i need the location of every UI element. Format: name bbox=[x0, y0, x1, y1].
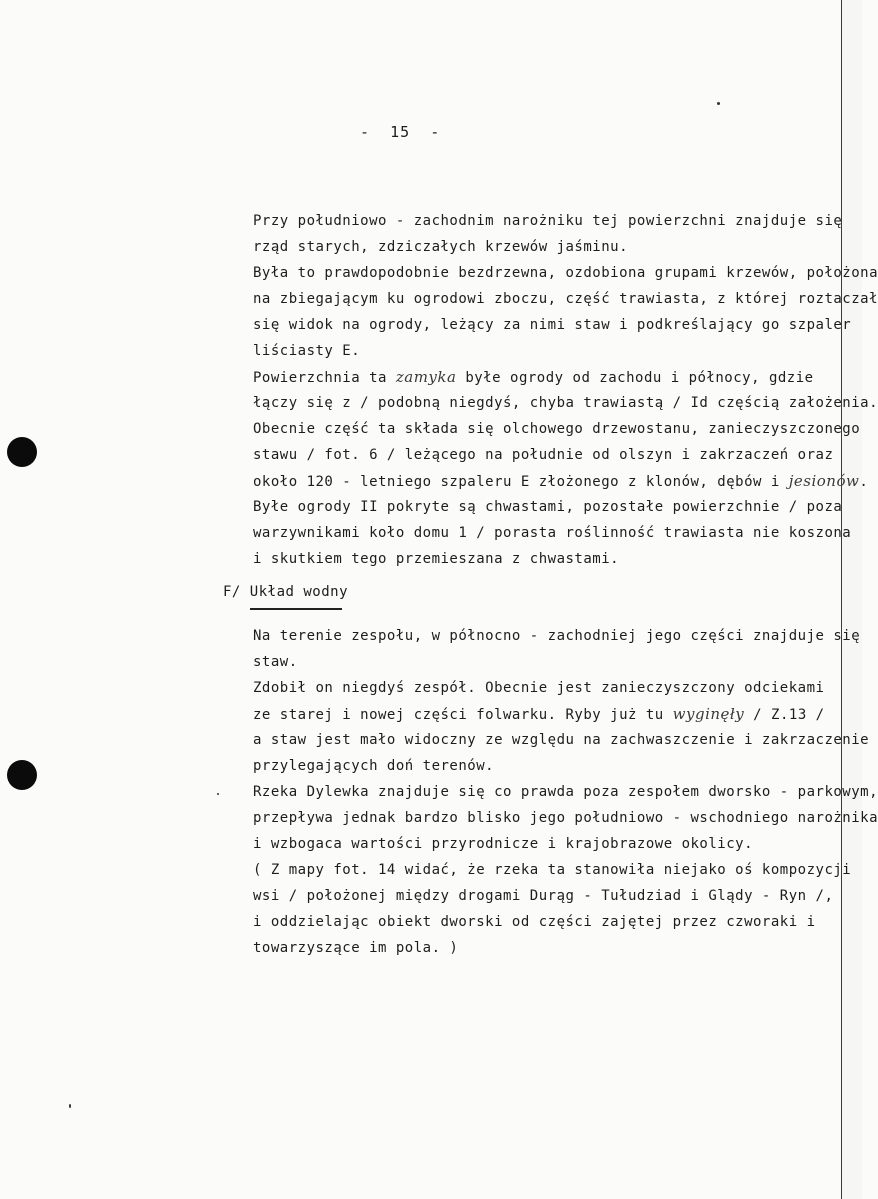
text-line bbox=[253, 627, 860, 645]
text-line bbox=[253, 757, 494, 775]
handwritten-correction: zamyka bbox=[395, 368, 457, 386]
line-text: warzywnikami koło domu 1 / porasta roślinność trawiasta nie koszona bbox=[253, 525, 852, 541]
line-text: / Z.13 / bbox=[744, 707, 825, 723]
text-line bbox=[253, 835, 753, 853]
text-line bbox=[253, 705, 825, 724]
line-text: się widok na ogrody, leżący za nimi staw i podkreślający go szpaler bbox=[253, 317, 852, 333]
line-text: przylegających doń terenów. bbox=[253, 758, 495, 774]
line-text: łączy się z / podobną niegdyś, chyba trawiastą / Id częścią założenia. bbox=[253, 395, 878, 411]
line-text: i skutkiem tego przemieszana z chwastami. bbox=[253, 551, 620, 567]
line-text: Była to prawdopodobnie bezdrzewna, ozdobiona grupami krzewów, położona bbox=[253, 265, 878, 281]
line-text: a staw jest mało widoczny ze względu na zachwaszczenie i zakrzaczenie bbox=[253, 732, 870, 748]
line-text: Przy południowo - zachodnim narożniku tej powierzchni znajduje się bbox=[253, 213, 843, 229]
line-text: staw. bbox=[253, 654, 298, 670]
line-text: i wzbogaca wartości przyrodnicze i krajobrazowe okolicy. bbox=[253, 836, 754, 852]
line-text: ( Z mapy fot. 14 widać, że rzeka ta stanowiła niejako oś kompozycji bbox=[253, 862, 852, 878]
line-text: Obecnie część ta składa się olchowego drzewostanu, zanieczyszczonego bbox=[253, 421, 861, 437]
text-line bbox=[253, 316, 851, 334]
line-text: około 120 - letniego szpaleru E złożonego z klonów, dębów i bbox=[253, 474, 789, 490]
line-text: wsi / położonej między drogami Durąg - Tułudziad i Glądy - Ryn /, bbox=[253, 888, 834, 904]
text-line bbox=[253, 498, 842, 516]
line-text: liściasty E. bbox=[253, 343, 361, 359]
line-text: na zbiegającym ku ogrodowi zboczu, część trawiasta, z której roztaczał bbox=[253, 291, 878, 307]
punch-hole-top bbox=[7, 437, 37, 467]
text-line bbox=[253, 731, 869, 749]
text-line bbox=[253, 939, 458, 957]
text-line bbox=[253, 809, 878, 827]
section-heading: F/ Układ wodny bbox=[223, 584, 349, 600]
text-line bbox=[253, 550, 619, 568]
text-line bbox=[253, 420, 860, 438]
page-number: - 15 - bbox=[360, 123, 441, 141]
line-text: ze starej i nowej części folwarku. Ryby już tu bbox=[253, 707, 673, 723]
line-text: Na terenie zespołu, w północno - zachodniej jego części znajduje się bbox=[253, 628, 861, 644]
text-line bbox=[253, 290, 878, 308]
text-line bbox=[253, 783, 878, 801]
text-line bbox=[253, 472, 868, 491]
text-line bbox=[253, 887, 833, 905]
text-line bbox=[253, 394, 878, 412]
punch-hole-bottom bbox=[7, 760, 37, 790]
text-line bbox=[253, 264, 878, 282]
text-line bbox=[253, 524, 851, 542]
text-line bbox=[253, 446, 833, 464]
line-text: Rzeka Dylewka znajduje się co prawda poza zespołem dworsko - parkowym, bbox=[253, 784, 878, 800]
speck bbox=[717, 102, 720, 105]
line-text: przepływa jednak bardzo blisko jego południowo - wschodniego narożnika bbox=[253, 810, 878, 826]
text-line bbox=[253, 238, 628, 256]
text-line bbox=[253, 913, 816, 931]
line-text: towarzyszące im pola. ) bbox=[253, 940, 459, 956]
line-text: i oddzielając obiekt dworski od części zajętej przez czworaki i bbox=[253, 914, 816, 930]
line-text: byłe ogrody od zachodu i północy, gdzie bbox=[456, 370, 814, 386]
speck bbox=[69, 1104, 71, 1108]
page-edge bbox=[841, 0, 862, 1199]
handwritten-correction: wyginęły bbox=[672, 705, 745, 723]
handwritten-correction: jesionów bbox=[788, 472, 860, 490]
line-text: Powierzchnia ta bbox=[253, 370, 396, 386]
line-text: rząd starych, zdziczałych krzewów jaśminu. bbox=[253, 239, 629, 255]
speck bbox=[217, 793, 219, 795]
heading-underline bbox=[250, 608, 342, 610]
text-line bbox=[253, 342, 360, 360]
line-text: stawu / fot. 6 / leżącego na południe od olszyn i zakrzaczeń oraz bbox=[253, 447, 834, 463]
text-line bbox=[253, 212, 842, 230]
text-line bbox=[253, 861, 851, 879]
line-text: . bbox=[859, 474, 869, 490]
line-text: Zdobił on niegdyś zespół. Obecnie jest zanieczyszczony odciekami bbox=[253, 680, 825, 696]
text-line bbox=[253, 368, 814, 387]
text-line bbox=[253, 653, 298, 671]
line-text: Byłe ogrody II pokryte są chwastami, pozostałe powierzchnie / poza bbox=[253, 499, 843, 515]
text-line bbox=[253, 679, 824, 697]
